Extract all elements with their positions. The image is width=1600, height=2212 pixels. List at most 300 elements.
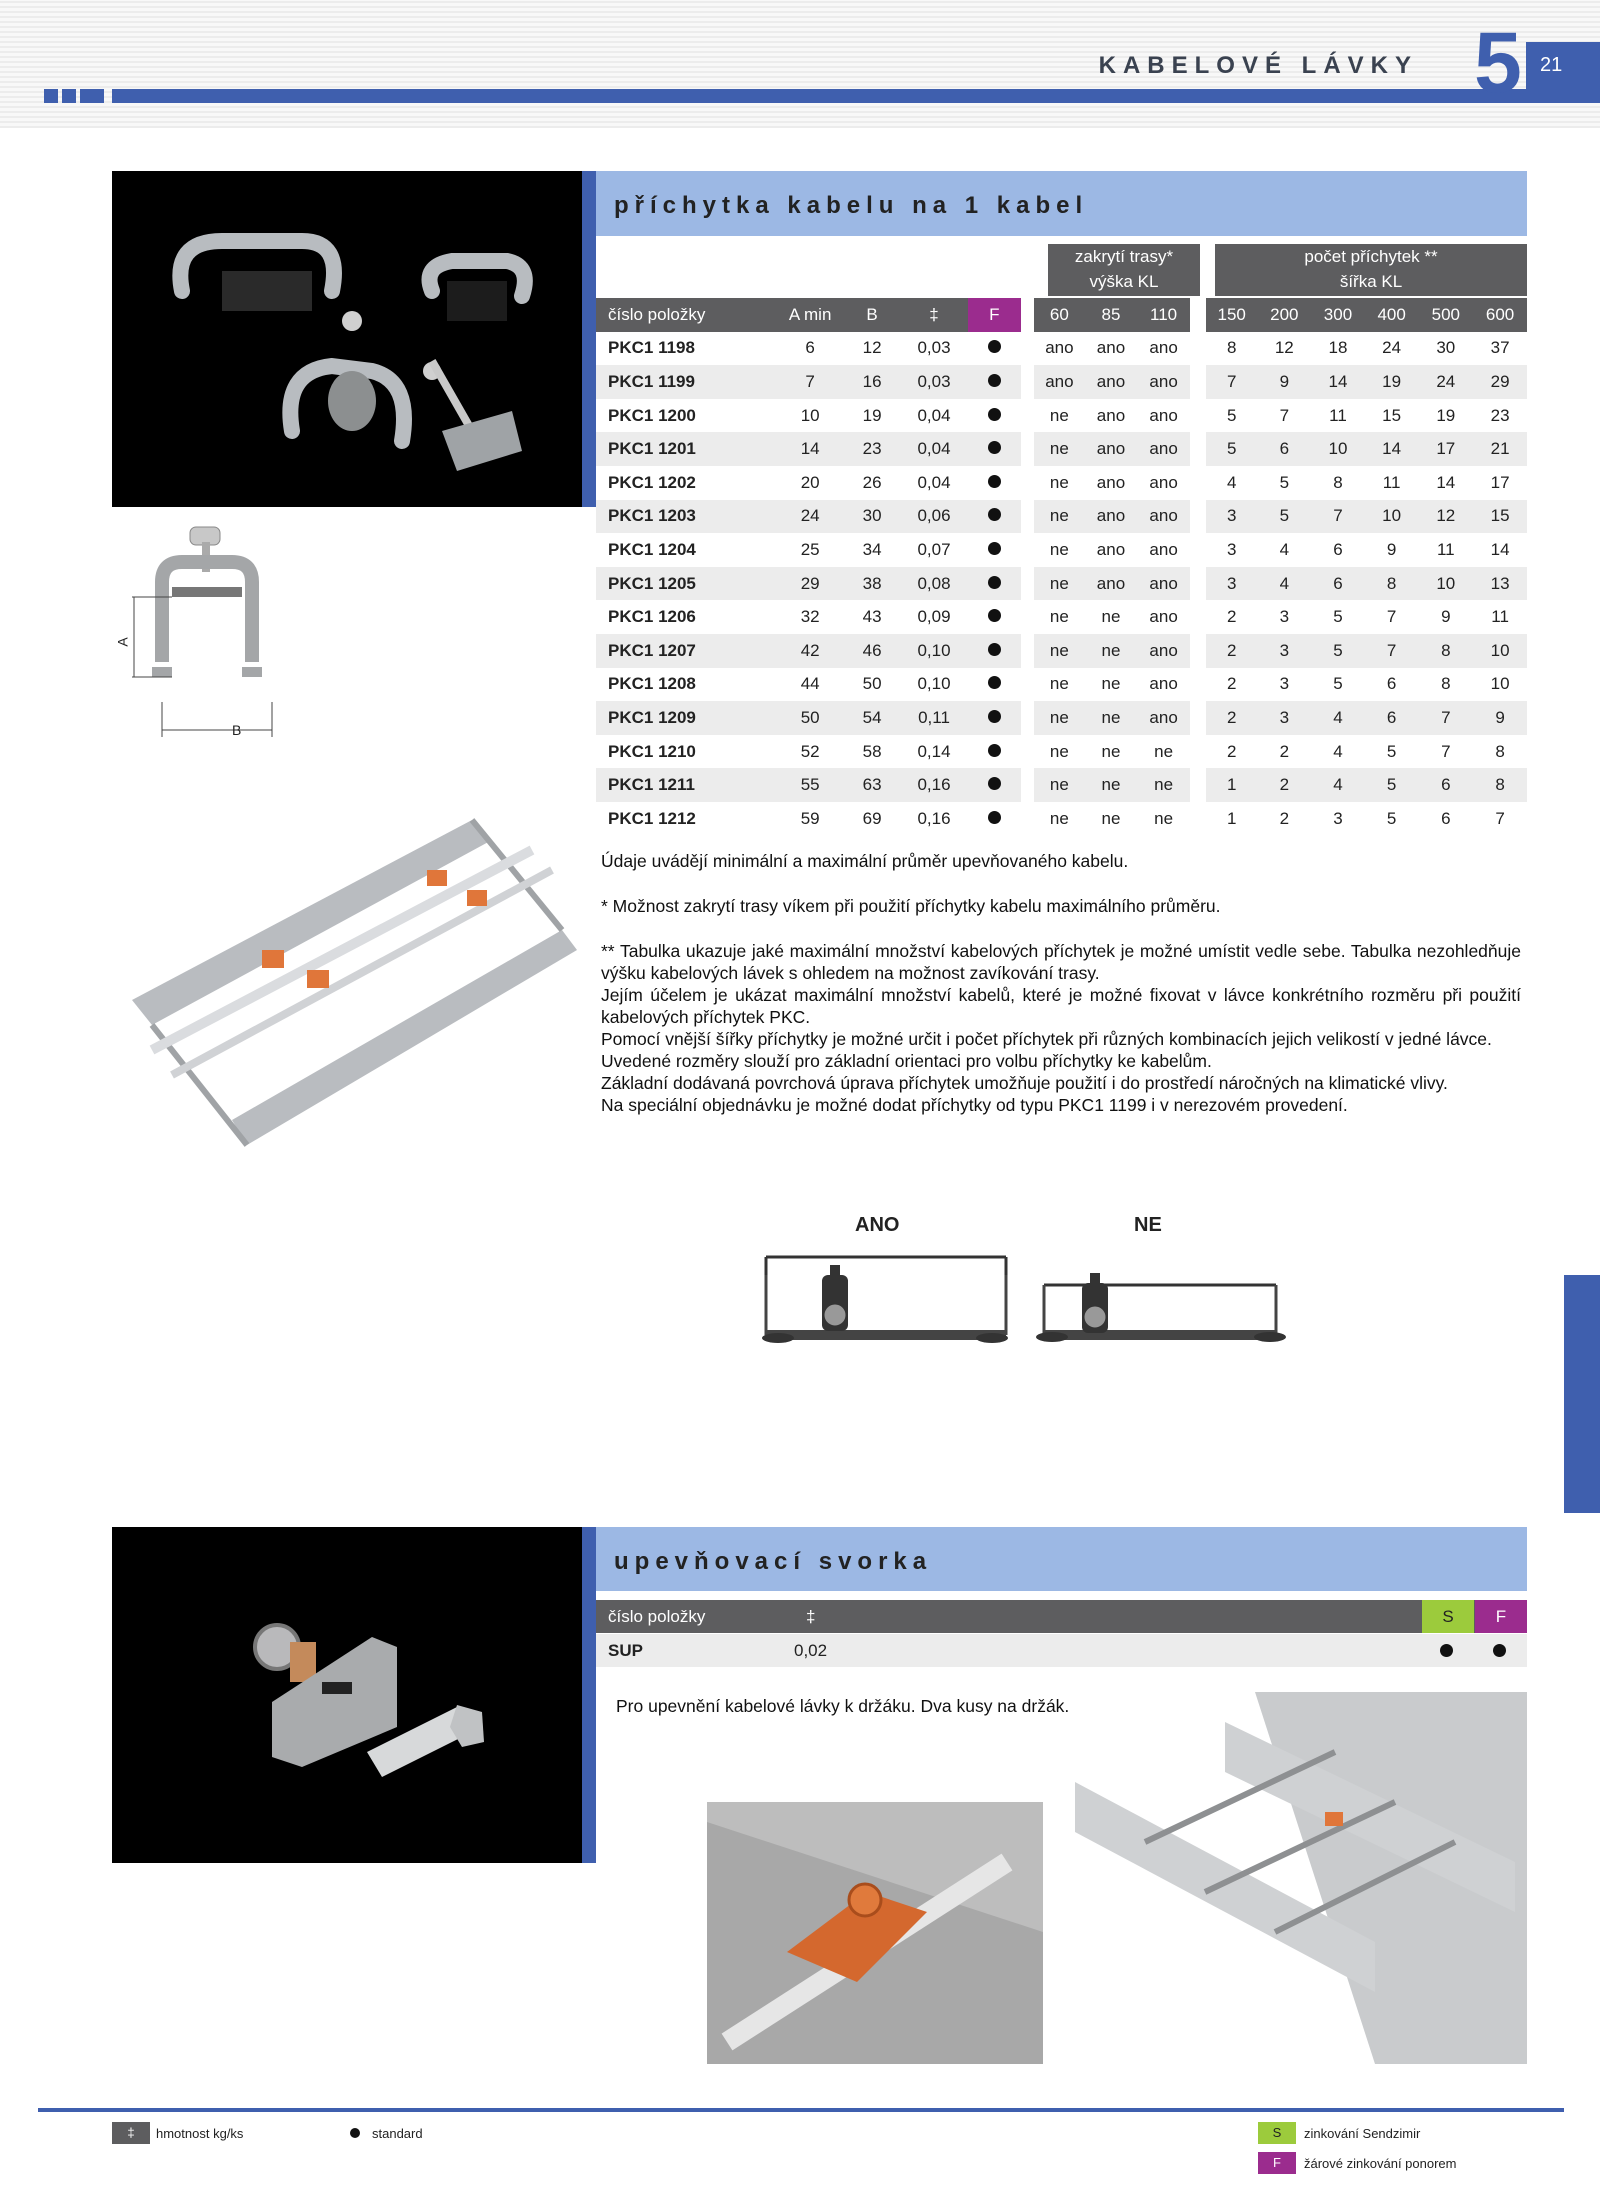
weight-value: 0,08 xyxy=(900,567,967,601)
b-value: 58 xyxy=(844,735,901,769)
standard-dot-f xyxy=(1493,1644,1506,1657)
cover-60: ne xyxy=(1034,500,1086,534)
item-code: PKC1 1210 xyxy=(596,735,777,769)
table-row xyxy=(596,365,1527,399)
b-value: 26 xyxy=(844,466,901,500)
clip-table xyxy=(596,298,1527,836)
notes-block xyxy=(601,850,1521,1116)
standard-dot xyxy=(988,441,1001,454)
count-300: 6 xyxy=(1311,533,1365,567)
item-code: PKC1 1208 xyxy=(596,668,777,702)
table-row xyxy=(596,466,1527,500)
count-600: 21 xyxy=(1473,432,1527,466)
count-600: 10 xyxy=(1473,634,1527,668)
cover-85: ano xyxy=(1085,500,1137,534)
count-400: 6 xyxy=(1365,701,1419,735)
count-300: 10 xyxy=(1311,432,1365,466)
cover-110: ano xyxy=(1137,668,1191,702)
note-diameter: Údaje uvádějí minimální a maximální průměr upevňovaného kabelu. xyxy=(601,851,1129,871)
cover-110: ano xyxy=(1137,466,1191,500)
count-300: 18 xyxy=(1311,332,1365,366)
b-value: 23 xyxy=(844,432,901,466)
column-gap xyxy=(1190,567,1205,601)
count-group-subtitle: šířka KL xyxy=(1339,272,1403,291)
weight-value: 0,04 xyxy=(900,399,967,433)
column-gap xyxy=(1190,600,1205,634)
count-500: 17 xyxy=(1418,432,1473,466)
note-count: ** Tabulka ukazuje jaké maximální množství kabelových příchytek je možné umístit vedle sebe. Tabulka nezohledňuje výšku kabelových lávek s ohledem na možnost zavíkování trasy. xyxy=(601,941,1521,983)
f-legend-symbol: F xyxy=(1258,2152,1296,2174)
col-header-weight: ‡ xyxy=(900,298,967,332)
count-300: 7 xyxy=(1311,500,1365,534)
b-value: 54 xyxy=(844,701,901,735)
col-header-code: číslo položky xyxy=(608,1607,706,1626)
cover-110: ano xyxy=(1137,365,1191,399)
cover-85: ano xyxy=(1085,365,1137,399)
column-gap xyxy=(1190,735,1205,769)
cover-110: ano xyxy=(1137,432,1191,466)
count-600: 23 xyxy=(1473,399,1527,433)
weight-legend-label: hmotnost kg/ks xyxy=(156,2126,244,2141)
column-gap xyxy=(1190,365,1205,399)
count-400: 8 xyxy=(1365,567,1419,601)
column-gap xyxy=(1190,432,1205,466)
count-600: 8 xyxy=(1473,735,1527,769)
f-standard-cell xyxy=(968,802,1022,836)
a-min-value: 42 xyxy=(777,634,844,668)
count-150: 2 xyxy=(1206,735,1258,769)
column-gap xyxy=(1021,533,1033,567)
item-code: PKC1 1205 xyxy=(596,567,777,601)
column-gap xyxy=(1190,802,1205,836)
count-150: 5 xyxy=(1206,432,1258,466)
item-code: PKC1 1199 xyxy=(596,365,777,399)
cover-60: ne xyxy=(1034,600,1086,634)
col-header-500: 500 xyxy=(1418,298,1473,332)
item-code: PKC1 1201 xyxy=(596,432,777,466)
count-300: 5 xyxy=(1311,600,1365,634)
col-header-b: B xyxy=(844,298,901,332)
b-value: 43 xyxy=(844,600,901,634)
standard-dot xyxy=(988,542,1001,555)
cover-110: ano xyxy=(1137,701,1191,735)
a-min-value: 7 xyxy=(777,365,844,399)
count-200: 12 xyxy=(1257,332,1311,366)
column-gap xyxy=(1190,399,1205,433)
note-stainless: Na speciální objednávku je možné dodat příchytky od typu PKC1 1199 i v nerezovém provedení. xyxy=(601,1095,1348,1115)
count-200: 7 xyxy=(1257,399,1311,433)
item-code: PKC1 1198 xyxy=(596,332,777,366)
item-code: PKC1 1211 xyxy=(596,768,777,802)
col-header-amin: A min xyxy=(777,298,844,332)
cover-85: ne xyxy=(1085,701,1137,735)
cover-85: ne xyxy=(1085,634,1137,668)
count-500: 10 xyxy=(1418,567,1473,601)
f-standard-cell xyxy=(968,634,1022,668)
standard-dot xyxy=(988,576,1001,589)
count-150: 2 xyxy=(1206,701,1258,735)
cover-85: ano xyxy=(1085,432,1137,466)
count-400: 5 xyxy=(1365,802,1419,836)
weight-value: 0,03 xyxy=(900,365,967,399)
weight-legend-symbol: ‡ xyxy=(112,2122,150,2144)
count-150: 5 xyxy=(1206,399,1258,433)
count-500: 6 xyxy=(1418,768,1473,802)
count-400: 14 xyxy=(1365,432,1419,466)
standard-dot xyxy=(988,811,1001,824)
count-300: 5 xyxy=(1311,668,1365,702)
weight-value: 0,07 xyxy=(900,533,967,567)
cover-60: ne xyxy=(1034,735,1086,769)
a-min-value: 24 xyxy=(777,500,844,534)
cover-85: ano xyxy=(1085,399,1137,433)
count-500: 24 xyxy=(1418,365,1473,399)
cover-60: ne xyxy=(1034,533,1086,567)
section-title: příchytka kabelu na 1 kabel xyxy=(614,192,1089,219)
count-200: 3 xyxy=(1257,634,1311,668)
a-min-value: 10 xyxy=(777,399,844,433)
cover-110: ano xyxy=(1137,399,1191,433)
count-400: 15 xyxy=(1365,399,1419,433)
count-600: 9 xyxy=(1473,701,1527,735)
weight-value: 0,16 xyxy=(900,768,967,802)
cover-85: ne xyxy=(1085,802,1137,836)
count-600: 14 xyxy=(1473,533,1527,567)
table-row xyxy=(596,500,1527,534)
column-gap xyxy=(1021,634,1033,668)
a-min-value: 14 xyxy=(777,432,844,466)
standard-dot xyxy=(988,744,1001,757)
count-200: 3 xyxy=(1257,600,1311,634)
count-150: 2 xyxy=(1206,600,1258,634)
column-gap xyxy=(1021,735,1033,769)
note-surface: Základní dodávaná povrchová úprava příchytek umožňuje použití i do prostředí náročných na klimatické vlivy. xyxy=(601,1073,1448,1093)
f-standard-cell xyxy=(968,668,1022,702)
count-600: 29 xyxy=(1473,365,1527,399)
count-500: 7 xyxy=(1418,735,1473,769)
count-500: 12 xyxy=(1418,500,1473,534)
weight-value: 0,10 xyxy=(900,634,967,668)
dimension-a-label: A xyxy=(114,637,131,647)
b-value: 46 xyxy=(844,634,901,668)
column-gap xyxy=(1021,365,1033,399)
f-standard-cell xyxy=(968,735,1022,769)
col-header-60: 60 xyxy=(1034,298,1086,332)
count-150: 3 xyxy=(1206,500,1258,534)
count-200: 9 xyxy=(1257,365,1311,399)
cover-85: ne xyxy=(1085,668,1137,702)
column-gap xyxy=(1021,332,1033,366)
count-400: 19 xyxy=(1365,365,1419,399)
table-row xyxy=(596,701,1527,735)
a-min-value: 55 xyxy=(777,768,844,802)
cover-group-header xyxy=(1048,244,1200,296)
column-gap xyxy=(1021,500,1033,534)
count-500: 6 xyxy=(1418,802,1473,836)
col-header-f: F xyxy=(968,298,1022,332)
count-400: 5 xyxy=(1365,735,1419,769)
cable-tray-installation-photo xyxy=(112,800,582,1160)
item-code: PKC1 1209 xyxy=(596,701,777,735)
count-200: 2 xyxy=(1257,735,1311,769)
count-400: 24 xyxy=(1365,332,1419,366)
note-width: Pomocí vnější šířky příchytky je možné určit i počet příchytek při různých kombinacích jejich velikostí v jedné lávce. xyxy=(601,1029,1492,1049)
column-gap xyxy=(1190,332,1205,366)
column-gap xyxy=(1190,500,1205,534)
ne-diagram xyxy=(1030,1265,1290,1355)
count-600: 11 xyxy=(1473,600,1527,634)
note-orientation: Uvedené rozměry slouží pro základní orientaci pro volbu příchytky ke kabelům. xyxy=(601,1051,1212,1071)
a-min-value: 50 xyxy=(777,701,844,735)
count-300: 6 xyxy=(1311,567,1365,601)
col-header-600: 600 xyxy=(1473,298,1527,332)
column-gap xyxy=(1021,802,1033,836)
column-gap xyxy=(1021,466,1033,500)
a-min-value: 25 xyxy=(777,533,844,567)
cover-85: ne xyxy=(1085,600,1137,634)
count-300: 5 xyxy=(1311,634,1365,668)
column-gap xyxy=(1021,768,1033,802)
standard-dot xyxy=(988,340,1001,353)
f-standard-cell xyxy=(968,432,1022,466)
f-standard-cell xyxy=(968,399,1022,433)
standard-dot xyxy=(988,475,1001,488)
table-row xyxy=(596,735,1527,769)
b-value: 38 xyxy=(844,567,901,601)
table-header-row xyxy=(596,298,1527,332)
b-value: 19 xyxy=(844,399,901,433)
count-300: 14 xyxy=(1311,365,1365,399)
note-purpose: Jejím účelem je ukázat maximální množství kabelů, které je možné fixovat v lávce konkrétního rozměru při použití kabelových příchytek PKC. xyxy=(601,985,1521,1027)
b-value: 12 xyxy=(844,332,901,366)
count-200: 5 xyxy=(1257,500,1311,534)
count-600: 8 xyxy=(1473,768,1527,802)
cover-110: ano xyxy=(1137,634,1191,668)
a-min-value: 44 xyxy=(777,668,844,702)
standard-dot xyxy=(988,374,1001,387)
col-header-s: S xyxy=(1422,1600,1474,1633)
a-min-value: 32 xyxy=(777,600,844,634)
count-500: 9 xyxy=(1418,600,1473,634)
cover-60: ne xyxy=(1034,634,1086,668)
table-row xyxy=(596,432,1527,466)
count-150: 3 xyxy=(1206,567,1258,601)
standard-dot xyxy=(988,710,1001,723)
count-500: 8 xyxy=(1418,668,1473,702)
cover-110: ano xyxy=(1137,500,1191,534)
cover-85: ano xyxy=(1085,332,1137,366)
a-min-value: 29 xyxy=(777,567,844,601)
table-row xyxy=(596,332,1527,366)
f-standard-cell xyxy=(968,500,1022,534)
col-header-code: číslo položky xyxy=(596,298,777,332)
f-standard-cell xyxy=(968,768,1022,802)
chapter-side-tab xyxy=(1564,1275,1600,1513)
column-gap xyxy=(1190,668,1205,702)
b-value: 16 xyxy=(844,365,901,399)
item-code: PKC1 1203 xyxy=(596,500,777,534)
table-row xyxy=(596,567,1527,601)
item-code: PKC1 1204 xyxy=(596,533,777,567)
clamp-weight: 0,02 xyxy=(794,1641,828,1660)
cover-85: ano xyxy=(1085,533,1137,567)
standard-dot xyxy=(988,777,1001,790)
footer-line xyxy=(38,2108,1564,2112)
f-standard-cell xyxy=(968,365,1022,399)
cover-60: ano xyxy=(1034,365,1086,399)
s-legend-label: zinkování Sendzimir xyxy=(1304,2126,1421,2141)
weight-value: 0,09 xyxy=(900,600,967,634)
count-600: 37 xyxy=(1473,332,1527,366)
clip-dimension-drawing xyxy=(112,512,292,757)
count-400: 10 xyxy=(1365,500,1419,534)
f-standard-cell xyxy=(968,600,1022,634)
table-row xyxy=(596,399,1527,433)
count-group-title: počet příchytek ** xyxy=(1304,247,1438,266)
count-600: 10 xyxy=(1473,668,1527,702)
cover-60: ano xyxy=(1034,332,1086,366)
clamp-description: Pro upevnění kabelové lávky k držáku. Dva kusy na držák. xyxy=(616,1696,1070,1716)
b-value: 63 xyxy=(844,768,901,802)
standard-dot xyxy=(988,609,1001,622)
weight-value: 0,10 xyxy=(900,668,967,702)
chapter-number: 5 xyxy=(1474,15,1522,111)
cover-60: ne xyxy=(1034,432,1086,466)
column-gap xyxy=(1021,399,1033,433)
b-value: 34 xyxy=(844,533,901,567)
col-header-400: 400 xyxy=(1365,298,1419,332)
count-500: 7 xyxy=(1418,701,1473,735)
cover-group-subtitle: výška KL xyxy=(1089,272,1159,291)
f-standard-cell xyxy=(968,567,1022,601)
count-300: 4 xyxy=(1311,735,1365,769)
header-square xyxy=(80,89,104,103)
cover-60: ne xyxy=(1034,466,1086,500)
col-header-200: 200 xyxy=(1257,298,1311,332)
count-150: 3 xyxy=(1206,533,1258,567)
weight-value: 0,11 xyxy=(900,701,967,735)
count-150: 1 xyxy=(1206,802,1258,836)
header-square xyxy=(44,89,58,103)
column-gap xyxy=(1021,668,1033,702)
clamp-table-header xyxy=(596,1600,1527,1633)
f-legend-label: žárové zinkování ponorem xyxy=(1304,2156,1457,2171)
dimension-b-label: B xyxy=(232,722,242,738)
col-header-110: 110 xyxy=(1137,298,1191,332)
column-gap xyxy=(1190,634,1205,668)
table-row xyxy=(596,533,1527,567)
cover-group-title: zakrytí trasy* xyxy=(1074,247,1174,266)
b-value: 50 xyxy=(844,668,901,702)
count-200: 3 xyxy=(1257,668,1311,702)
standard-legend-dot xyxy=(350,2128,360,2138)
header-bar xyxy=(112,89,1600,103)
column-gap xyxy=(1021,600,1033,634)
col-header-weight: ‡ xyxy=(806,1607,816,1626)
weight-value: 0,06 xyxy=(900,500,967,534)
count-300: 4 xyxy=(1311,701,1365,735)
count-300: 8 xyxy=(1311,466,1365,500)
count-600: 17 xyxy=(1473,466,1527,500)
table-row xyxy=(596,668,1527,702)
count-group-header xyxy=(1215,244,1527,296)
weight-value: 0,04 xyxy=(900,466,967,500)
col-header-150: 150 xyxy=(1206,298,1258,332)
f-standard-cell xyxy=(968,701,1022,735)
table-row xyxy=(596,634,1527,668)
col-header-f: F xyxy=(1475,1600,1527,1633)
clamp-code: SUP xyxy=(608,1641,643,1660)
count-400: 7 xyxy=(1365,600,1419,634)
s-legend-symbol: S xyxy=(1258,2122,1296,2144)
count-150: 1 xyxy=(1206,768,1258,802)
ano-label: ANO xyxy=(855,1214,900,1236)
item-code: PKC1 1212 xyxy=(596,802,777,836)
section-accent-bar xyxy=(582,1527,596,1863)
a-min-value: 59 xyxy=(777,802,844,836)
standard-dot xyxy=(988,676,1001,689)
section-accent-bar xyxy=(582,171,596,507)
weight-value: 0,04 xyxy=(900,432,967,466)
cover-60: ne xyxy=(1034,399,1086,433)
table-row xyxy=(596,802,1527,836)
page-number: 21 xyxy=(1526,42,1600,102)
count-150: 2 xyxy=(1206,668,1258,702)
column-gap xyxy=(1021,432,1033,466)
count-500: 19 xyxy=(1418,399,1473,433)
weight-value: 0,14 xyxy=(900,735,967,769)
item-code: PKC1 1207 xyxy=(596,634,777,668)
tray-clamp-install-photo xyxy=(1075,1692,1527,2064)
count-200: 5 xyxy=(1257,466,1311,500)
table-row xyxy=(596,1634,1527,1667)
item-code: PKC1 1200 xyxy=(596,399,777,433)
b-value: 69 xyxy=(844,802,901,836)
count-200: 4 xyxy=(1257,533,1311,567)
clip-product-photo xyxy=(112,171,582,507)
ne-label: NE xyxy=(1134,1214,1162,1236)
cover-60: ne xyxy=(1034,768,1086,802)
count-200: 2 xyxy=(1257,802,1311,836)
count-500: 8 xyxy=(1418,634,1473,668)
count-400: 7 xyxy=(1365,634,1419,668)
cover-60: ne xyxy=(1034,701,1086,735)
count-150: 7 xyxy=(1206,365,1258,399)
cover-85: ne xyxy=(1085,735,1137,769)
ano-diagram xyxy=(760,1245,1010,1355)
cover-60: ne xyxy=(1034,567,1086,601)
cover-85: ano xyxy=(1085,567,1137,601)
weight-value: 0,03 xyxy=(900,332,967,366)
cover-85: ano xyxy=(1085,466,1137,500)
b-value: 30 xyxy=(844,500,901,534)
count-300: 11 xyxy=(1311,399,1365,433)
cover-60: ne xyxy=(1034,802,1086,836)
count-150: 8 xyxy=(1206,332,1258,366)
count-200: 4 xyxy=(1257,567,1311,601)
cover-110: ano xyxy=(1137,567,1191,601)
count-500: 11 xyxy=(1418,533,1473,567)
standard-dot xyxy=(988,643,1001,656)
weight-value: 0,16 xyxy=(900,802,967,836)
cover-110: ne xyxy=(1137,735,1191,769)
bracket-clamp-photo xyxy=(112,1527,582,1863)
item-code: PKC1 1202 xyxy=(596,466,777,500)
a-min-value: 20 xyxy=(777,466,844,500)
chapter-title: KABELOVÉ LÁVKY xyxy=(1098,52,1418,79)
table-row xyxy=(596,600,1527,634)
column-gap xyxy=(1190,533,1205,567)
